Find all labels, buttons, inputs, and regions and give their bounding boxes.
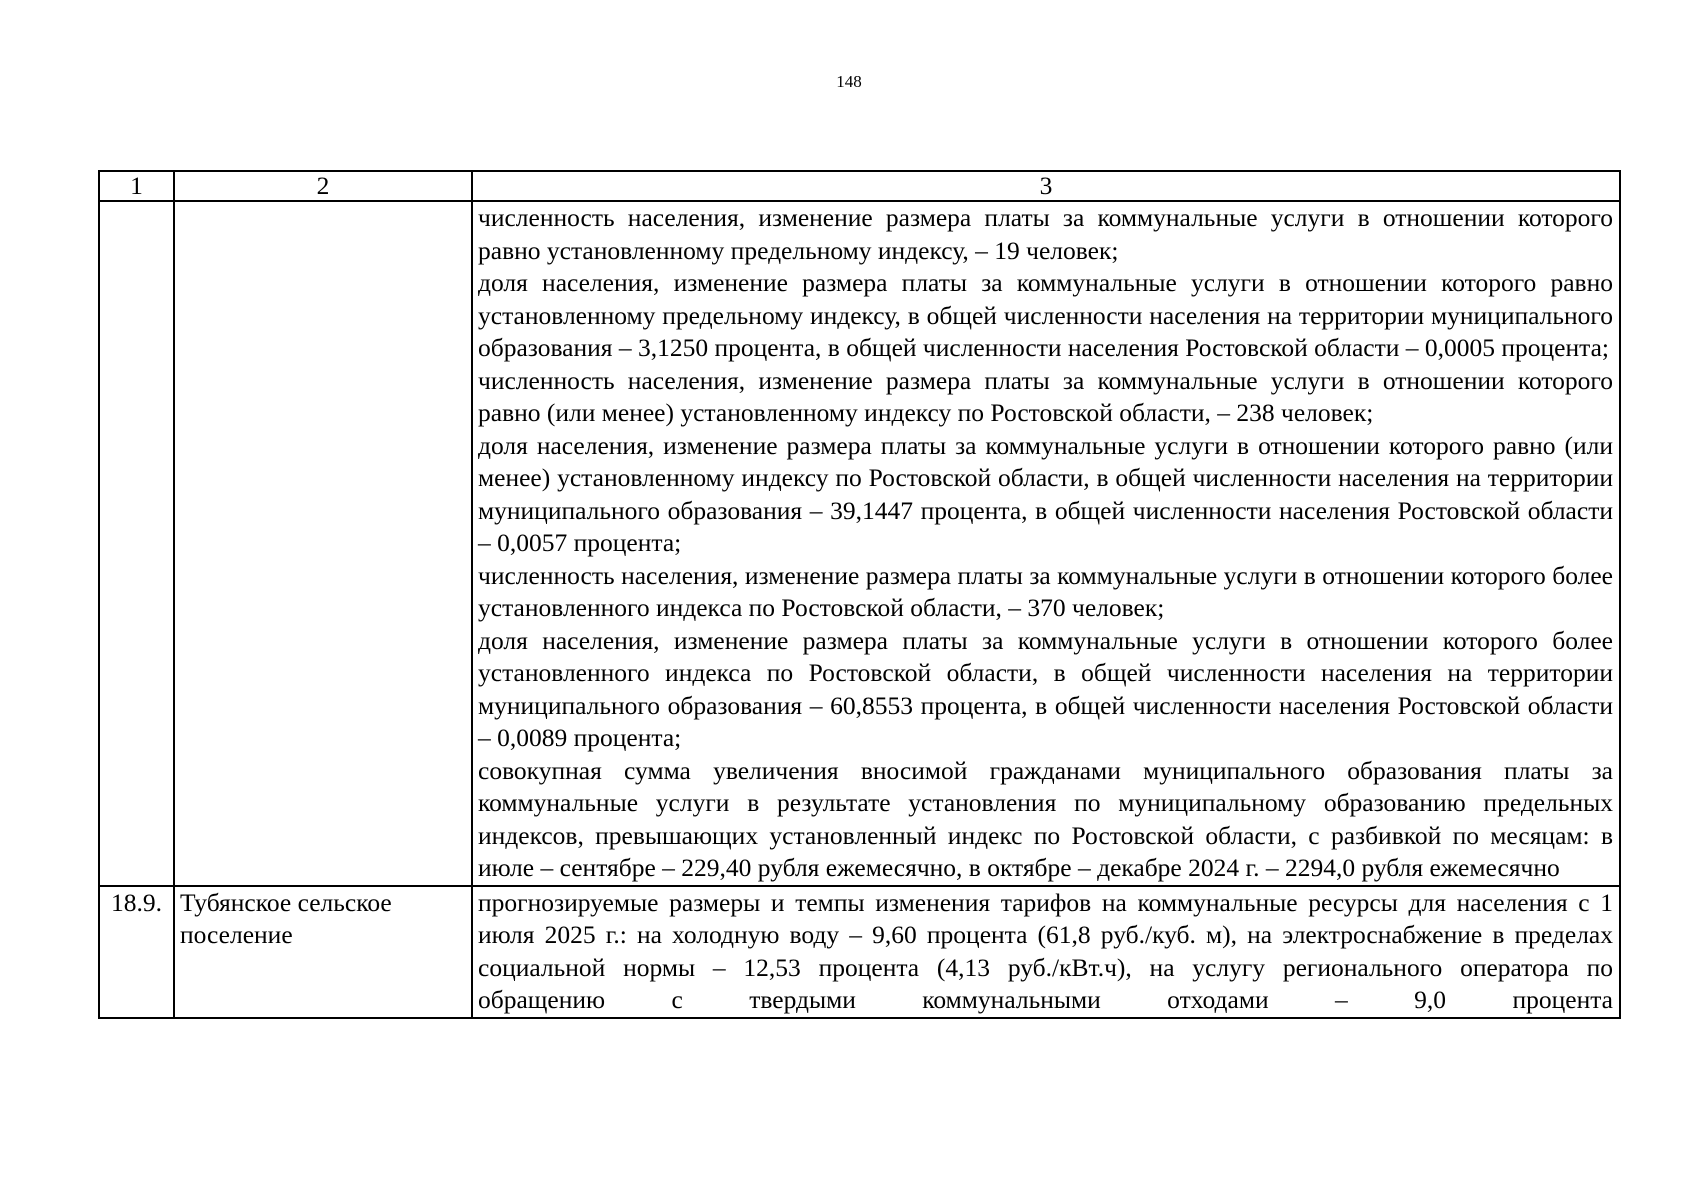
paragraph-population-more-share: доля населения, изменение размера платы за коммунальные услуги в отношении которого более установленного индекса по Ростовской области, в общей численности населения на территории муниципального образования – 60,8553 процента, в общей численности населения Ростовской области – 0,0089 процента; [478,625,1613,752]
row-number: 18.9. [99,886,174,1018]
row-name: Тубянское сельское поселение [174,886,472,1018]
row-text-cell [472,201,1620,886]
row-text-cell [472,886,1620,1018]
table-header-row [99,171,1620,201]
paragraph-tariff-forecast: прогнозируемые размеры и темпы изменения тарифов на коммунальные ресурсы для населения с 1 июля 2025 г.: на холодную воду – 9,60 процента (61,8 руб./куб. м), на электроснабжение в пределах социальной нормы – 12,53 процента (4,13 руб./кВт.ч), на услугу регионального оператора по обращению с твердыми коммунальными отходами – 9,0 процента [478,887,1613,1014]
table-row-continuation [99,201,1620,886]
paragraph-population-equal-count: численность населения, изменение размера платы за коммунальные услуги в отношении которого равно установленному предельному индексу, – 19 человек; [478,203,1613,265]
column-header-1: 1 [99,171,174,201]
paragraph-population-equal-share: доля населения, изменение размера платы за коммунальные услуги в отношении которого равно установленному предельному индексу, в общей численности населения на территории муниципального образования – 3,1250 процента, в общей численности населения Ростовской области – 0,0005 процента; [478,268,1613,362]
paragraph-population-less-count: численность населения, изменение размера платы за коммунальные услуги в отношении которого равно (или менее) установленному индексу по Ростовской области, – 238 человек; [478,365,1613,427]
page-number: 148 [836,72,862,91]
paragraph-population-more-count: численность населения, изменение размера платы за коммунальные услуги в отношении которого более установленного индекса по Ростовской области, – 370 человек; [478,560,1613,622]
row-name-cell-empty [174,201,472,886]
column-header-2: 2 [174,171,472,201]
paragraph-total-payment-increase: совокупная сумма увеличения вносимой гражданами муниципального образования платы за коммунальные услуги в результате установления по муниципальному образованию предельных индексов, превышающих установленный индекс по Ростовской области, с разбивкой по месяцам: в июле – сентябре – 229,40 рубля ежемесячно, в октябре – декабре 2024 г. – 2294,0 рубля ежемесячно [478,755,1613,882]
paragraph-population-less-share: доля населения, изменение размера платы за коммунальные услуги в отношении которого равно (или менее) установленному индексу по Ростовской области, в общей численности населения на территории муниципального образования – 39,1447 процента, в общей численности населения Ростовской области – 0,0057 процента; [478,430,1613,557]
document-table [98,170,1621,1019]
column-header-3: 3 [472,171,1620,201]
row-number-cell-empty [99,201,174,886]
table-row-18-9 [99,886,1620,1018]
